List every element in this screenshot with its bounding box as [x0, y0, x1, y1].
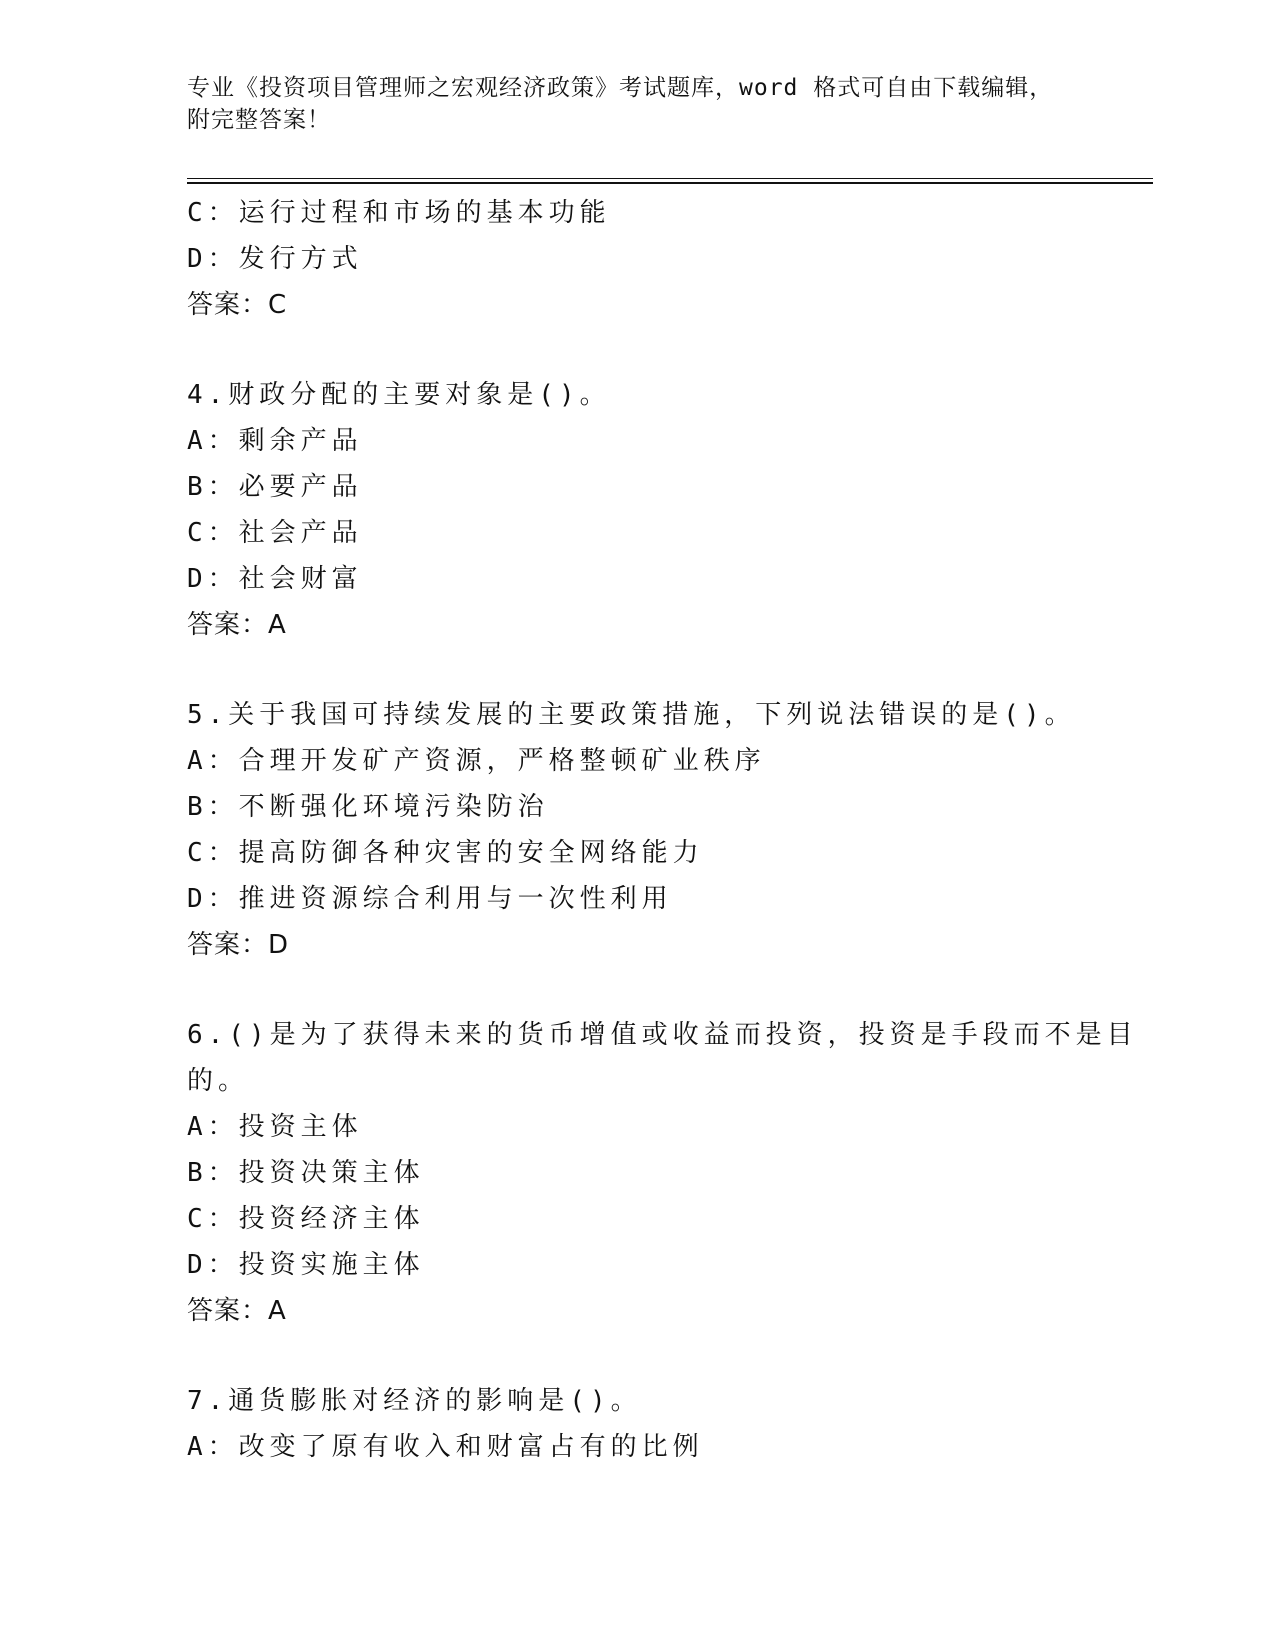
question-5: [187, 692, 1087, 968]
document-header: [187, 72, 1087, 136]
question-stem: 5.关于我国可持续发展的主要政策措施，下列说法错误的是()。: [187, 700, 1076, 730]
spacer: [187, 648, 1087, 692]
option-a: A：改变了原有收入和财富占有的比例: [187, 1432, 704, 1462]
question-stem-continued: 的。: [187, 1066, 250, 1096]
header-divider-thin: [187, 178, 1153, 179]
option-c: C：提高防御各种灾害的安全网络能力: [187, 838, 704, 868]
question-stem: 4.财政分配的主要对象是()。: [187, 380, 611, 410]
option-b: B：不断强化环境污染防治: [187, 792, 549, 822]
option-c: C：运行过程和市场的基本功能: [187, 198, 611, 228]
question-7: [187, 1378, 1087, 1470]
question-4: [187, 372, 1087, 648]
header-line-2: 附完整答案！: [187, 107, 331, 133]
spacer: [187, 1334, 1087, 1378]
spacer: [187, 968, 1087, 1012]
answer-line: 答案：A: [187, 610, 287, 640]
header-divider-thick: [187, 182, 1153, 184]
option-d: D：发行方式: [187, 244, 363, 274]
answer-line: 答案：D: [187, 930, 290, 960]
question-list: [187, 190, 1138, 1470]
option-b: B：必要产品: [187, 472, 363, 502]
option-b: B：投资决策主体: [187, 1158, 425, 1188]
question-stem: 7.通货膨胀对经济的影响是()。: [187, 1386, 642, 1416]
answer-line: 答案：A: [187, 1296, 287, 1326]
answer-line: 答案：C: [187, 290, 288, 320]
question-3-continued: [187, 190, 1087, 328]
option-a: A：合理开发矿产资源，严格整顿矿业秩序: [187, 746, 766, 776]
spacer: [187, 328, 1087, 372]
header-line-1: 专业《投资项目管理师之宏观经济政策》考试题库，word 格式可自由下载编辑，: [187, 75, 1054, 101]
option-d: D：推进资源综合利用与一次性利用: [187, 884, 673, 914]
option-a: A：投资主体: [187, 1112, 363, 1142]
option-a: A：剩余产品: [187, 426, 363, 456]
option-d: D：社会财富: [187, 564, 363, 594]
question-stem: 6.()是为了获得未来的货币增值或收益而投资，投资是手段而不是目: [187, 1020, 1138, 1050]
option-d: D：投资实施主体: [187, 1250, 425, 1280]
question-6: [187, 1012, 1138, 1334]
option-c: C：投资经济主体: [187, 1204, 425, 1234]
option-c: C：社会产品: [187, 518, 363, 548]
